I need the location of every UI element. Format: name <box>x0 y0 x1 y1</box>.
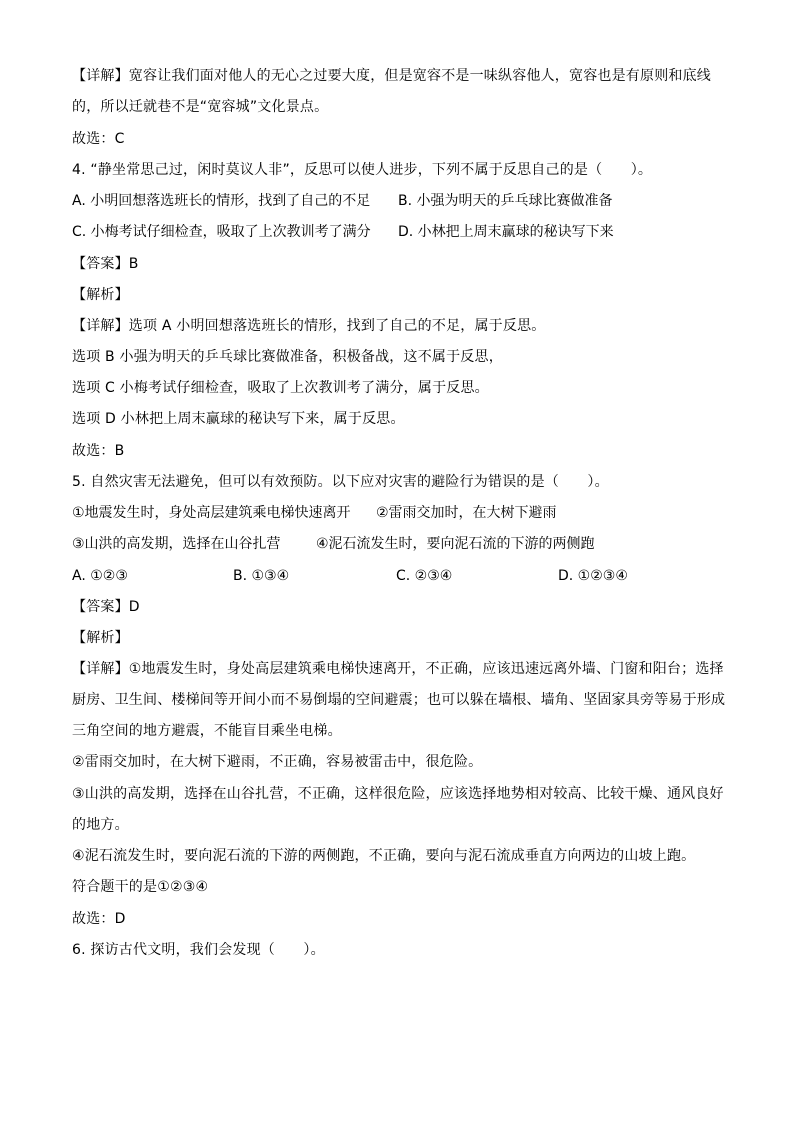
q5-detail-3-line-2: 的地方。 <box>72 817 129 833</box>
q5-option-d: D. ①②③④ <box>558 568 628 584</box>
q4-detail-2: 选项 B 小强为明天的乒乓球比赛做准备，积极备战，这不属于反思， <box>72 349 503 365</box>
q5-answer-label: 【答案】D <box>72 599 140 615</box>
q4-option-a: A. 小明回想落选班长的情形，找到了自己的不足 <box>72 193 371 209</box>
q5-option-a: A. ①②③ <box>72 568 128 584</box>
q4-option-c: C. 小梅考试仔细检查，吸取了上次教训考了满分 <box>72 224 371 240</box>
q4-detail-4: 选项 D 小林把上周末赢球的秘诀写下来，属于反思。 <box>72 411 405 427</box>
q6-stem: 6. 探访古代文明，我们会发现（ ）。 <box>72 942 325 958</box>
q5-option-b: B. ①③④ <box>233 568 290 584</box>
q5-detail-2: ②雷雨交加时，在大树下避雨，不正确，容易被雷击中，很危险。 <box>72 754 483 770</box>
q5-final-answer: 故选：D <box>72 911 126 927</box>
q5-detail-1-line-3: 三角空间的地方避震，不能盲目乘坐电梯。 <box>72 723 342 739</box>
q5-detail-1-line-1: 【详解】①地震发生时，身处高层建筑乘电梯快速离开，不正确，应该迅速远离外墙、门窗和阳台；选择 <box>72 661 724 677</box>
q4-analysis-label: 【解析】 <box>72 287 129 303</box>
q5-item-1: ①地震发生时，身处高层建筑乘电梯快速离开 <box>72 505 351 521</box>
q4-option-b: B. 小强为明天的乒乓球比赛做准备 <box>398 193 613 209</box>
q4-detail-3: 选项 C 小梅考试仔细检查，吸取了上次教训考了满分，属于反思。 <box>72 380 489 396</box>
q5-item-3: ③山洪的高发期，选择在山谷扎营 <box>72 536 281 552</box>
q4-detail-1: 【详解】选项 A 小明回想落选班长的情形，找到了自己的不足，属于反思。 <box>72 318 546 334</box>
q4-answer-label: 【答案】B <box>72 256 139 272</box>
q5-item-4: ④泥石流发生时，要向泥石流的下游的两侧跑 <box>316 536 595 552</box>
q5-item-2: ②雷雨交加时，在大树下避雨 <box>376 505 557 521</box>
q5-detail-1-line-2: 厨房、卫生间、楼梯间等开间小而不易倒塌的空间避震；也可以躲在墙根、墙角、坚固家具旁等易于形成 <box>72 692 726 708</box>
q5-detail-4: ④泥石流发生时，要向泥石流的下游的两侧跑，不正确，要向与泥石流成垂直方向两边的山坡上跑。 <box>72 848 696 864</box>
q5-detail-3-line-1: ③山洪的高发期，选择在山谷扎营，不正确，这样很危险，应该选择地势相对较高、比较干燥、通风良好 <box>72 786 724 802</box>
q3-detail-line-2: 的，所以迁就巷不是“宽容城”文化景点。 <box>72 99 329 115</box>
q3-detail-line-1: 【详解】宽容让我们面对他人的无心之过要大度，但是宽容不是一味纵容他人，宽容也是有原则和底线 <box>72 68 711 84</box>
q5-analysis-label: 【解析】 <box>72 630 129 646</box>
q4-final-answer: 故选：B <box>72 443 125 459</box>
q5-option-c: C. ②③④ <box>396 568 453 584</box>
q5-stem: 5. 自然灾害无法避免，但可以有效预防。以下应对灾害的避险行为错误的是（ ）。 <box>72 474 609 490</box>
q5-fit-statement: 符合题干的是①②③④ <box>72 879 209 895</box>
q4-stem: 4. “静坐常思己过，闲时莫议人非”，反思可以使人进步，下列不属于反思自己的是（ ）。 <box>72 162 653 178</box>
q3-answer: 故选：C <box>72 131 125 147</box>
q4-option-d: D. 小林把上周末赢球的秘诀写下来 <box>398 224 614 240</box>
